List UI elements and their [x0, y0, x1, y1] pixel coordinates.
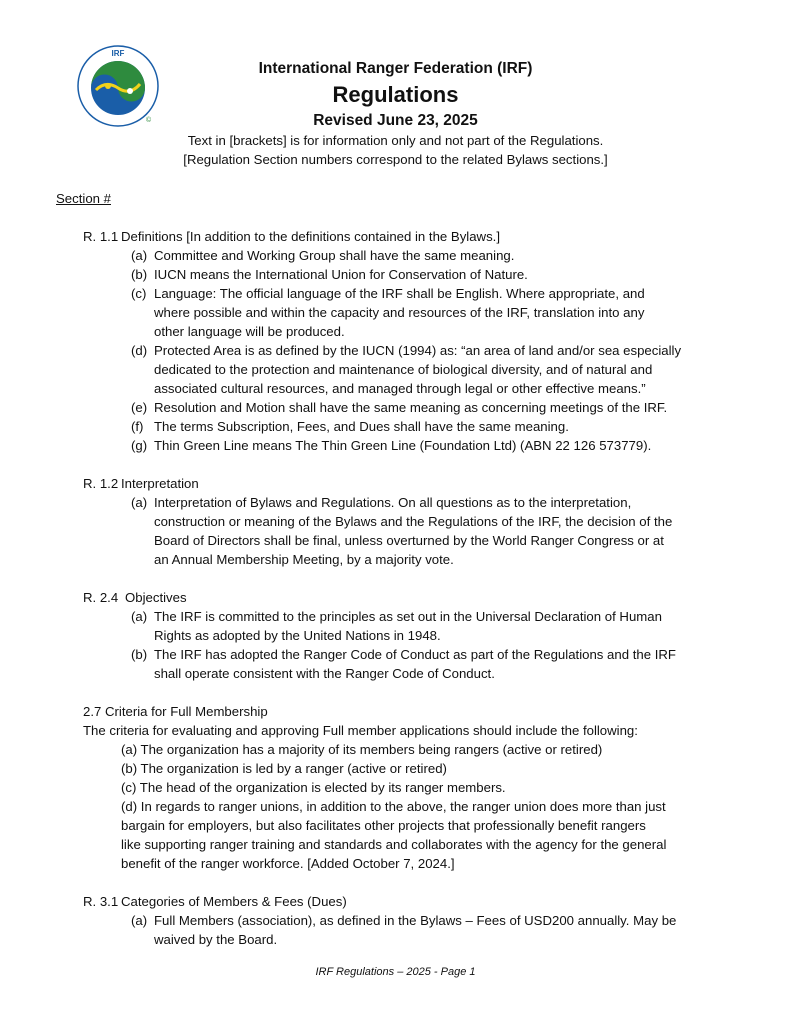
r11-f-text: The terms Subscription, Fees, and Dues shall have the same meaning.: [154, 419, 569, 434]
r11-number: R. 1.1: [83, 229, 119, 244]
s27-a: (a) The organization has a majority of its members being rangers (active or retired): [121, 742, 603, 757]
r24-b-line2: shall operate consistent with the Ranger Code of Conduct.: [154, 666, 495, 681]
org-name: International Ranger Federation (IRF): [258, 60, 533, 77]
r31-heading: Categories of Members & Fees (Dues): [121, 894, 347, 909]
r11-a-label: (a): [131, 248, 148, 263]
r12-heading: Interpretation: [121, 476, 199, 491]
r12-a-line3: Board of Directors shall be final, unless overturned by the World Ranger Congress or at: [154, 533, 664, 548]
r11-c-line3: other language will be produced.: [154, 324, 345, 339]
s27-c: (c) The head of the organization is elected by its ranger members.: [121, 780, 506, 795]
r24-number: R. 2.4: [83, 590, 119, 605]
logo-copyright: ©: [146, 117, 152, 124]
r11-e-text: Resolution and Motion shall have the same meaning as concerning meetings of the IRF.: [154, 400, 668, 415]
page-title: Regulations: [332, 82, 459, 107]
section-number-note: [Regulation Section numbers correspond to the related Bylaws sections.]: [183, 152, 608, 167]
page-footer: IRF Regulations – 2025 - Page 1: [315, 966, 476, 978]
s27-d-line1: (d) In regards to ranger unions, in addition to the above, the ranger union does more than just: [121, 799, 666, 814]
s27-d-line3: like supporting ranger training and standards and collaborates with the agency for the general: [121, 837, 667, 852]
r11-g-text: Thin Green Line means The Thin Green Line (Foundation Ltd) (ABN 22 126 573779).: [154, 438, 652, 453]
revised-date: Revised June 23, 2025: [313, 112, 478, 129]
r11-c-line2: where possible and within the capacity and resources of the IRF, translation into any: [154, 305, 645, 320]
r12-a-label: (a): [131, 495, 148, 510]
r11-d-line2: dedicated to the protection and maintenance of biological diversity, and of natural and: [154, 362, 653, 377]
r12-number: R. 1.2: [83, 476, 119, 491]
r11-b-label: (b): [131, 267, 148, 282]
s27-b: (b) The organization is led by a ranger (active or retired): [121, 761, 447, 776]
r11-e-label: (e): [131, 400, 148, 415]
r24-a-label: (a): [131, 609, 148, 624]
r11-a-text: Committee and Working Group shall have the same meaning.: [154, 248, 515, 263]
logo-abbrev: IRF: [111, 49, 125, 58]
s27-heading: 2.7 Criteria for Full Membership: [83, 704, 268, 719]
r11-c-line1: Language: The official language of the IRF shall be English. Where appropriate, and: [154, 286, 645, 301]
r11-d-line3: associated cultural resources, and managed through legal or other effective means.”: [154, 381, 646, 396]
r11-f-label: (f): [131, 419, 144, 434]
r11-d-line1: Protected Area is as defined by the IUCN (1994) as: “an area of land and/or sea especially: [154, 343, 682, 358]
r11-heading: Definitions [In addition to the definitions contained in the Bylaws.]: [121, 229, 501, 244]
r31-a-line2: waived by the Board.: [154, 932, 278, 947]
bracket-note: Text in [brackets] is for information only and not part of the Regulations.: [187, 133, 604, 148]
r12-a-line4: an Annual Membership Meeting, by a majority vote.: [154, 552, 454, 567]
s27-intro: The criteria for evaluating and approving Full member applications should include the following:: [83, 723, 638, 738]
s27-d-line4: benefit of the ranger workforce. [Added October 7, 2024.]: [121, 856, 455, 871]
r24-b-label: (b): [131, 647, 148, 662]
r24-b-line1: The IRF has adopted the Ranger Code of Conduct as part of the Regulations and the IRF: [154, 647, 676, 662]
section-label: Section #: [56, 191, 111, 206]
r11-c-label: (c): [131, 286, 147, 301]
r31-a-line1: Full Members (association), as defined in the Bylaws – Fees of USD200 annually. May be: [154, 913, 677, 928]
r31-number: R. 3.1: [83, 894, 119, 909]
r24-a-line1: The IRF is committed to the principles as set out in the Universal Declaration of Human: [154, 609, 662, 624]
r24-heading: Objectives: [125, 590, 187, 605]
r12-a-line1: Interpretation of Bylaws and Regulations. On all questions as to the interpretation,: [154, 495, 632, 510]
r24-a-line2: Rights as adopted by the United Nations in 1948.: [154, 628, 441, 643]
r12-a-line2: construction or meaning of the Bylaws and the Regulations of the IRF, the decision of the: [154, 514, 673, 529]
s27-d-line2: bargain for employers, but also facilitates other projects that professionally benefit rangers: [121, 818, 646, 833]
r11-b-text: IUCN means the International Union for Conservation of Nature.: [154, 267, 528, 282]
r31-a-label: (a): [131, 913, 148, 928]
r11-d-label: (d): [131, 343, 148, 358]
r11-g-label: (g): [131, 438, 148, 453]
